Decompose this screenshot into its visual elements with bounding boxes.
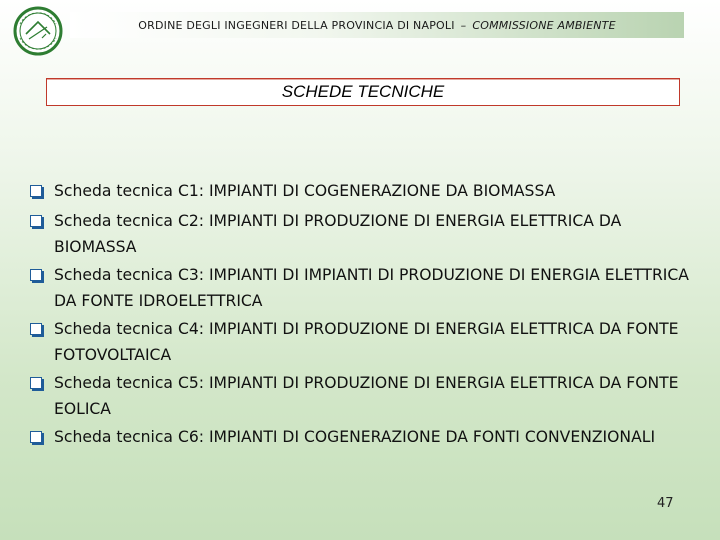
list-item bbox=[30, 208, 702, 260]
order-seal-icon bbox=[8, 6, 68, 56]
header-bar bbox=[70, 12, 684, 38]
checkbox-bullet-icon bbox=[30, 269, 42, 281]
list-item bbox=[30, 262, 702, 314]
list-item bbox=[30, 316, 702, 368]
page-title bbox=[46, 78, 680, 106]
page-title-text: SCHEDE TECNICHE bbox=[281, 82, 445, 101]
checkbox-bullet-icon bbox=[30, 323, 42, 335]
list-item-text: Scheda tecnica C3: IMPIANTI DI IMPIANTI DI PRODUZIONE DI ENERGIA ELETTRICA DA FONTE IDROELETTRICA bbox=[54, 266, 689, 310]
checkbox-bullet-icon bbox=[30, 377, 42, 389]
list-item bbox=[30, 424, 702, 450]
scheda-list bbox=[30, 178, 702, 452]
list-item-text: Scheda tecnica C1: IMPIANTI DI COGENERAZIONE DA BIOMASSA bbox=[54, 182, 556, 200]
checkbox-bullet-icon bbox=[30, 431, 42, 443]
list-item-text: Scheda tecnica C5: IMPIANTI DI PRODUZIONE DI ENERGIA ELETTRICA DA FONTE EOLICA bbox=[54, 374, 679, 418]
header-org: ORDINE DEGLI INGEGNERI DELLA PROVINCIA DI NAPOLI bbox=[138, 18, 455, 32]
list-item bbox=[30, 178, 702, 204]
header-separator: – bbox=[460, 18, 467, 32]
list-item-text: Scheda tecnica C6: IMPIANTI DI COGENERAZIONE DA FONTI CONVENZIONALI bbox=[54, 428, 656, 446]
page-number: 47 bbox=[657, 496, 674, 511]
list-item-text: Scheda tecnica C4: IMPIANTI DI PRODUZIONE DI ENERGIA ELETTRICA DA FONTE FOTOVOLTAICA bbox=[54, 320, 679, 364]
header-commission: COMMISSIONE AMBIENTE bbox=[472, 18, 616, 32]
checkbox-bullet-icon bbox=[30, 185, 42, 197]
checkbox-bullet-icon bbox=[30, 215, 42, 227]
list-item bbox=[30, 370, 702, 422]
list-item-text: Scheda tecnica C2: IMPIANTI DI PRODUZIONE DI ENERGIA ELETTRICA DA BIOMASSA bbox=[54, 212, 622, 256]
